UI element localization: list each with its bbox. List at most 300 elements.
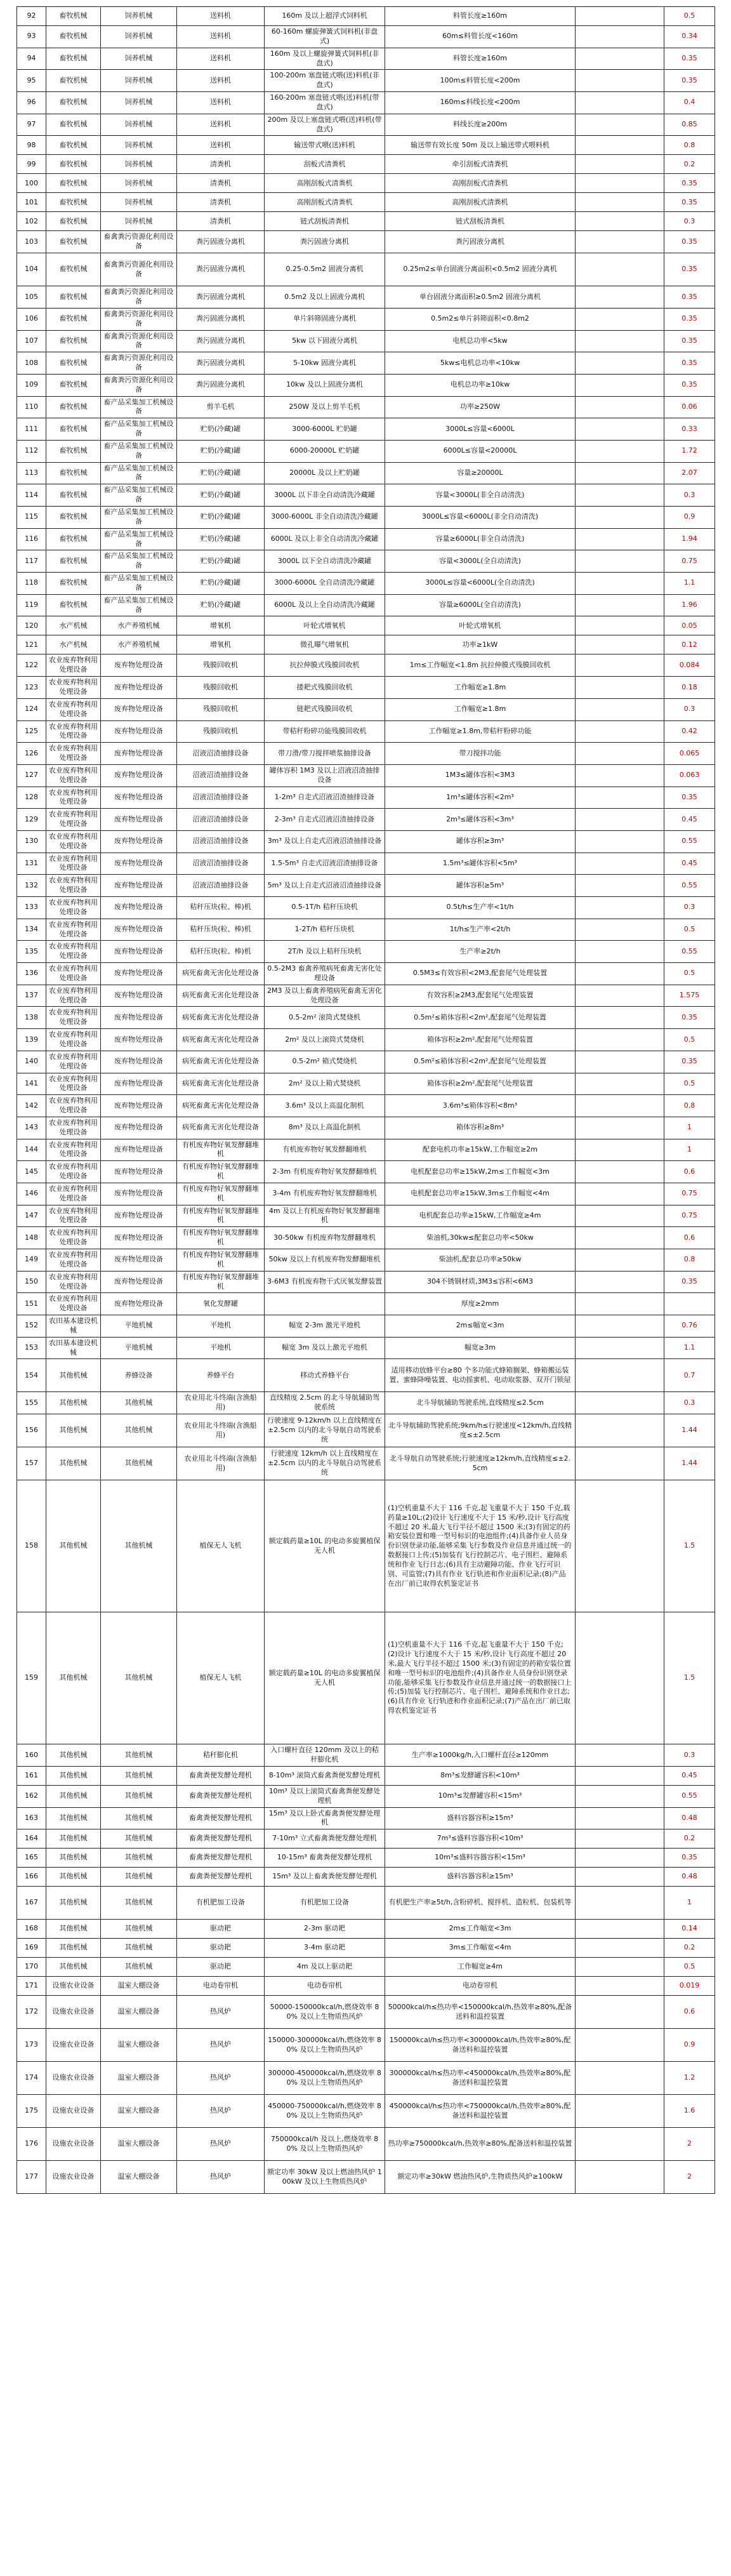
cell-minor-category: 平地机械 <box>101 1337 177 1359</box>
cell-grade: 额定载药量≥10L 的电动多旋翼植保无人机 <box>265 1612 385 1744</box>
cell-major-category: 农业废弃物利用处理设备 <box>46 764 101 787</box>
cell-subsidy: 1.1 <box>664 1337 715 1359</box>
cell-grade: 10kw 及以上固液分离机 <box>265 374 385 396</box>
cell-item: 有机废弃物好氧发酵翻堆机 <box>177 1183 265 1205</box>
cell-grade: 幅宽 2-3m 激光平地机 <box>265 1315 385 1338</box>
cell-minor-category: 温室大棚设备 <box>101 2029 177 2062</box>
cell-major-category: 农业废弃物利用处理设备 <box>46 743 101 765</box>
cell-note <box>576 635 664 654</box>
cell-parameters: 3000L≤容量<6000L(全自动清洗) <box>385 573 576 595</box>
cell-parameters: 电机配套总功率≥15kW,2m≤工作幅宽<3m <box>385 1161 576 1183</box>
cell-minor-category: 废弃物处理设备 <box>101 1271 177 1293</box>
cell-note <box>576 919 664 941</box>
cell-major-category: 其他机械 <box>46 1939 101 1958</box>
cell-major-category: 农业废弃物利用处理设备 <box>46 677 101 699</box>
cell-item: 粪污固液分离机 <box>177 231 265 253</box>
cell-note <box>576 1807 664 1829</box>
table-row <box>17 1161 715 1183</box>
cell-major-category: 农业废弃物利用处理设备 <box>46 897 101 919</box>
cell-minor-category: 废弃物处理设备 <box>101 1029 177 1051</box>
cell-minor-category: 废弃物处理设备 <box>101 941 177 963</box>
table-row <box>17 1139 715 1161</box>
table-row <box>17 1205 715 1227</box>
table-row <box>17 174 715 193</box>
cell-minor-category: 养蜂设备 <box>101 1359 177 1392</box>
cell-item: 粪污固液分离机 <box>177 352 265 375</box>
cell-note <box>576 1785 664 1807</box>
cell-item: 热风炉 <box>177 2161 265 2194</box>
cell-major-category: 农业废弃物利用处理设备 <box>46 1293 101 1315</box>
cell-subsidy: 0.35 <box>664 174 715 193</box>
cell-minor-category: 畜禽粪污资源化利用设备 <box>101 352 177 375</box>
cell-note <box>576 70 664 92</box>
cell-parameters: 盛料容器容积≥15m³ <box>385 1868 576 1887</box>
cell-seq: 106 <box>17 308 46 330</box>
cell-parameters: 额定功率≥30kW 燃油热风炉,生物质热风炉≥100kW <box>385 2161 576 2194</box>
cell-parameters: 100m≤料管长度<200m <box>385 70 576 92</box>
cell-note <box>576 1887 664 1920</box>
cell-item: 有机废弃物好氧发酵翻堆机 <box>177 1249 265 1271</box>
cell-seq: 110 <box>17 396 46 418</box>
cell-item: 畜禽粪便发酵处理机 <box>177 1785 265 1807</box>
cell-note <box>576 787 664 809</box>
table-row <box>17 1249 715 1271</box>
cell-note <box>576 330 664 352</box>
cell-item: 沼液沼渣抽排设备 <box>177 875 265 897</box>
cell-major-category: 畜牧机械 <box>46 92 101 114</box>
cell-grade: 2-3m 有机废弃物好氧发酵翻堆机 <box>265 1161 385 1183</box>
cell-minor-category: 畜产品采集加工机械设备 <box>101 550 177 573</box>
cell-grade: 输送带式喂(送)料机 <box>265 136 385 155</box>
table-row <box>17 963 715 985</box>
cell-parameters: 带刀搅拌功能 <box>385 743 576 765</box>
table-row <box>17 1293 715 1315</box>
cell-minor-category: 废弃物处理设备 <box>101 1249 177 1271</box>
cell-grade: 带秸秆粉碎功能残膜回收机 <box>265 720 385 743</box>
cell-grade: 3-4m 驱动耙 <box>265 1939 385 1958</box>
cell-subsidy: 0.35 <box>664 286 715 309</box>
cell-grade: 3-4m 有机废弃物好氧发酵翻堆机 <box>265 1183 385 1205</box>
cell-grade: 4m 及以上有机废弃物好氧发酵翻堆机 <box>265 1205 385 1227</box>
cell-item: 贮奶(冷藏)罐 <box>177 528 265 550</box>
cell-subsidy: 0.75 <box>664 550 715 573</box>
cell-seq: 170 <box>17 1958 46 1977</box>
cell-subsidy: 0.48 <box>664 1807 715 1829</box>
table-row <box>17 2062 715 2095</box>
table-row <box>17 507 715 529</box>
cell-subsidy: 0.5 <box>664 1073 715 1095</box>
cell-parameters: 8m³≤发酵罐容积<10m³ <box>385 1766 576 1785</box>
cell-major-category: 畜牧机械 <box>46 462 101 484</box>
cell-minor-category: 废弃物处理设备 <box>101 963 177 985</box>
table-row <box>17 635 715 654</box>
cell-seq: 154 <box>17 1359 46 1392</box>
cell-note <box>576 286 664 309</box>
cell-item: 有机废弃物好氧发酵翻堆机 <box>177 1271 265 1293</box>
cell-minor-category: 饲养机械 <box>101 174 177 193</box>
cell-minor-category: 温室大棚设备 <box>101 2095 177 2128</box>
cell-minor-category: 废弃物处理设备 <box>101 1073 177 1095</box>
cell-seq: 104 <box>17 253 46 286</box>
cell-grade: 0.5-2m² 滚筒式焚烧机 <box>265 1007 385 1029</box>
cell-parameters: 10m³≤盛料容器容积<15m³ <box>385 1849 576 1868</box>
cell-minor-category: 废弃物处理设备 <box>101 698 177 720</box>
cell-note <box>576 1051 664 1073</box>
cell-minor-category: 其他机械 <box>101 1480 177 1612</box>
table-row <box>17 1849 715 1868</box>
cell-note <box>576 136 664 155</box>
cell-parameters: 60m≤料管长度<160m <box>385 26 576 48</box>
cell-parameters: 50000kcal/h≤热功率<150000kcal/h,热效率≥80%,配备送料和温控装置 <box>385 1996 576 2029</box>
cell-item: 有机废弃物好氧发酵翻堆机 <box>177 1161 265 1183</box>
cell-parameters: 0.5t/h≤生产率<1t/h <box>385 897 576 919</box>
cell-minor-category: 废弃物处理设备 <box>101 654 177 677</box>
cell-parameters: 304不锈钢材质,3M3≤容积<6M3 <box>385 1271 576 1293</box>
cell-subsidy: 0.33 <box>664 418 715 441</box>
cell-grade: 0.5m2 及以上固液分离机 <box>265 286 385 309</box>
cell-subsidy: 0.35 <box>664 231 715 253</box>
cell-minor-category: 其他机械 <box>101 1744 177 1767</box>
cell-minor-category: 其他机械 <box>101 1785 177 1807</box>
cell-grade: 4m 及以上驱动耙 <box>265 1958 385 1977</box>
cell-seq: 149 <box>17 1249 46 1271</box>
cell-grade: 1-2m³ 自走式沼液沼渣抽排设备 <box>265 787 385 809</box>
cell-note <box>576 396 664 418</box>
cell-minor-category: 畜禽粪污资源化利用设备 <box>101 308 177 330</box>
cell-seq: 116 <box>17 528 46 550</box>
cell-grade: 链耙式残膜回收机 <box>265 698 385 720</box>
table-row <box>17 1958 715 1977</box>
cell-seq: 124 <box>17 698 46 720</box>
cell-parameters: 2m≤工作幅宽<3m <box>385 1920 576 1939</box>
cell-grade: 8m³ 及以上高温化制机 <box>265 1117 385 1139</box>
cell-subsidy: 0.35 <box>664 48 715 70</box>
cell-seq: 130 <box>17 830 46 853</box>
cell-subsidy <box>664 1293 715 1315</box>
table-row <box>17 26 715 48</box>
cell-item: 有机废弃物好氧发酵翻堆机 <box>177 1205 265 1227</box>
table-row <box>17 1359 715 1392</box>
table-row <box>17 286 715 309</box>
cell-parameters: 箱体容积≥8m³ <box>385 1117 576 1139</box>
cell-major-category: 农业废弃物利用处理设备 <box>46 963 101 985</box>
cell-minor-category: 饲养机械 <box>101 70 177 92</box>
cell-major-category: 畜牧机械 <box>46 70 101 92</box>
cell-minor-category: 平地机械 <box>101 1315 177 1338</box>
cell-major-category: 畜牧机械 <box>46 440 101 462</box>
cell-item: 贮奶(冷藏)罐 <box>177 550 265 573</box>
cell-note <box>576 550 664 573</box>
cell-major-category: 农业废弃物利用处理设备 <box>46 1007 101 1029</box>
table-row <box>17 1920 715 1939</box>
cell-seq: 94 <box>17 48 46 70</box>
cell-grade: 160m 及以上超浮式饲料机 <box>265 7 385 26</box>
cell-subsidy: 0.45 <box>664 853 715 875</box>
cell-minor-category: 温室大棚设备 <box>101 1996 177 2029</box>
cell-minor-category: 废弃物处理设备 <box>101 897 177 919</box>
cell-subsidy: 1.2 <box>664 2062 715 2095</box>
cell-minor-category: 废弃物处理设备 <box>101 1205 177 1227</box>
cell-minor-category: 废弃物处理设备 <box>101 787 177 809</box>
cell-grade: 0.5-2m² 箱式焚烧机 <box>265 1051 385 1073</box>
cell-major-category: 其他机械 <box>46 1958 101 1977</box>
cell-grade <box>265 1293 385 1315</box>
cell-minor-category: 废弃物处理设备 <box>101 809 177 831</box>
cell-minor-category: 废弃物处理设备 <box>101 919 177 941</box>
table-row <box>17 1392 715 1414</box>
cell-item: 送料机 <box>177 7 265 26</box>
cell-major-category: 其他机械 <box>46 1414 101 1447</box>
cell-item: 畜禽粪便发酵处理机 <box>177 1807 265 1829</box>
cell-minor-category: 畜禽粪污资源化利用设备 <box>101 374 177 396</box>
cell-grade: 2M3 及以上畜禽养殖病死畜禽无害化处理设备 <box>265 985 385 1007</box>
cell-note <box>576 440 664 462</box>
cell-seq: 158 <box>17 1480 46 1612</box>
cell-item: 养蜂平台 <box>177 1359 265 1392</box>
cell-parameters: 北斗导航辅助驾驶系统,直线精度≤2.5cm <box>385 1392 576 1414</box>
cell-subsidy: 0.019 <box>664 1977 715 1996</box>
table-row <box>17 594 715 616</box>
cell-grade: 单片斜筛固液分离机 <box>265 308 385 330</box>
cell-minor-category: 废弃物处理设备 <box>101 764 177 787</box>
cell-item: 农业用北斗终端(含渔船用) <box>177 1392 265 1414</box>
cell-major-category: 农田基本建设机械 <box>46 1315 101 1338</box>
cell-subsidy: 0.3 <box>664 1744 715 1767</box>
cell-major-category: 农业废弃物利用处理设备 <box>46 1205 101 1227</box>
cell-note <box>576 1095 664 1117</box>
cell-grade: 电动卷帘机 <box>265 1977 385 1996</box>
cell-parameters: 6000L≤容量<20000L <box>385 440 576 462</box>
cell-major-category: 畜牧机械 <box>46 418 101 441</box>
cell-subsidy: 1.5 <box>664 1612 715 1744</box>
cell-minor-category: 水产养殖机械 <box>101 635 177 654</box>
cell-parameters: 输送带有效长度 50m 及以上输送带式喂料机 <box>385 136 576 155</box>
cell-major-category: 农业废弃物利用处理设备 <box>46 1271 101 1293</box>
cell-item: 粪污固液分离机 <box>177 286 265 309</box>
cell-parameters: 料管长度≥160m <box>385 7 576 26</box>
cell-parameters: 3m≤工作幅宽<4m <box>385 1939 576 1958</box>
cell-subsidy: 0.35 <box>664 1051 715 1073</box>
cell-major-category: 水产机械 <box>46 635 101 654</box>
cell-grade: 高刚刮板式清粪机 <box>265 174 385 193</box>
cell-major-category: 农业废弃物利用处理设备 <box>46 1095 101 1117</box>
cell-seq: 167 <box>17 1887 46 1920</box>
cell-parameters: 工作幅宽≥1.8m <box>385 677 576 699</box>
cell-grade: 0.5-2M3 畜禽养殖病死畜禽无害化处理设备 <box>265 963 385 985</box>
cell-grade: 2m² 及以上箱式焚烧机 <box>265 1073 385 1095</box>
cell-note <box>576 941 664 963</box>
cell-seq: 114 <box>17 484 46 507</box>
cell-subsidy: 0.9 <box>664 2029 715 2062</box>
cell-item: 畜禽粪便发酵处理机 <box>177 1868 265 1887</box>
cell-seq: 125 <box>17 720 46 743</box>
cell-parameters: 热功率≥750000kcal/h,热效率≥80%,配备送料和温控装置 <box>385 2128 576 2161</box>
table-row <box>17 1051 715 1073</box>
cell-minor-category: 废弃物处理设备 <box>101 830 177 853</box>
table-row <box>17 698 715 720</box>
cell-minor-category: 畜产品采集加工机械设备 <box>101 507 177 529</box>
cell-item: 植保无人飞机 <box>177 1612 265 1744</box>
table-row <box>17 2095 715 2128</box>
cell-seq: 157 <box>17 1447 46 1480</box>
cell-note <box>576 374 664 396</box>
cell-note <box>576 193 664 212</box>
cell-seq: 129 <box>17 809 46 831</box>
cell-subsidy: 0.35 <box>664 308 715 330</box>
cell-item: 病死畜禽无害化处理设备 <box>177 963 265 985</box>
table-row <box>17 1007 715 1029</box>
cell-parameters: 生产率≥1000kg/h,入口螺杆直径≥120mm <box>385 1744 576 1767</box>
cell-seq: 128 <box>17 787 46 809</box>
cell-grade: 0.25-0.5m2 固液分离机 <box>265 253 385 286</box>
cell-seq: 133 <box>17 897 46 919</box>
table-row <box>17 462 715 484</box>
cell-parameters: 1m³≤罐体容积<2m³ <box>385 787 576 809</box>
cell-parameters: 单台固液分离面积≥0.5m2 固液分离机 <box>385 286 576 309</box>
cell-major-category: 其他机械 <box>46 1868 101 1887</box>
cell-seq: 155 <box>17 1392 46 1414</box>
cell-note <box>576 1205 664 1227</box>
cell-parameters: 1m≤工作幅宽<1.8m 抗拉伸膜式残膜回收机 <box>385 654 576 677</box>
cell-note <box>576 2029 664 2062</box>
cell-seq: 115 <box>17 507 46 529</box>
cell-note <box>576 1868 664 1887</box>
cell-major-category: 畜牧机械 <box>46 308 101 330</box>
cell-note <box>576 352 664 375</box>
cell-subsidy: 1 <box>664 1117 715 1139</box>
cell-major-category: 农业废弃物利用处理设备 <box>46 809 101 831</box>
cell-subsidy: 0.2 <box>664 1939 715 1958</box>
table-row <box>17 528 715 550</box>
table-row <box>17 654 715 677</box>
cell-seq: 123 <box>17 677 46 699</box>
cell-subsidy: 0.3 <box>664 212 715 231</box>
cell-subsidy: 0.35 <box>664 70 715 92</box>
cell-note <box>576 654 664 677</box>
cell-major-category: 畜牧机械 <box>46 286 101 309</box>
cell-item: 贮奶(冷藏)罐 <box>177 507 265 529</box>
cell-item: 植保无人飞机 <box>177 1480 265 1612</box>
cell-major-category: 其他机械 <box>46 1849 101 1868</box>
cell-subsidy: 0.065 <box>664 743 715 765</box>
cell-minor-category: 废弃物处理设备 <box>101 1227 177 1249</box>
cell-item: 增氧机 <box>177 635 265 654</box>
cell-subsidy: 0.063 <box>664 764 715 787</box>
cell-parameters: 牵引刮板式清粪机 <box>385 155 576 174</box>
cell-grade: 粪污固液分离机 <box>265 231 385 253</box>
cell-seq: 142 <box>17 1095 46 1117</box>
cell-minor-category: 其他机械 <box>101 1939 177 1958</box>
cell-note <box>576 1849 664 1868</box>
table-row <box>17 853 715 875</box>
cell-note <box>576 484 664 507</box>
cell-minor-category: 畜禽粪污资源化利用设备 <box>101 253 177 286</box>
cell-major-category: 农业废弃物利用处理设备 <box>46 853 101 875</box>
cell-major-category: 设施农业设备 <box>46 2062 101 2095</box>
cell-item: 平地机 <box>177 1315 265 1338</box>
table-row <box>17 7 715 26</box>
cell-note <box>576 1315 664 1338</box>
cell-note <box>576 212 664 231</box>
cell-minor-category: 废弃物处理设备 <box>101 875 177 897</box>
cell-minor-category: 废弃物处理设备 <box>101 1095 177 1117</box>
cell-subsidy: 2 <box>664 2161 715 2194</box>
cell-minor-category: 废弃物处理设备 <box>101 1139 177 1161</box>
cell-item: 病死畜禽无害化处理设备 <box>177 1117 265 1139</box>
cell-note <box>576 830 664 853</box>
cell-minor-category: 废弃物处理设备 <box>101 853 177 875</box>
cell-major-category: 其他机械 <box>46 1392 101 1414</box>
cell-parameters: 工作幅宽≥4m <box>385 1958 576 1977</box>
cell-item: 清粪机 <box>177 212 265 231</box>
cell-grade: 6000L 及以上非全自动清洗冷藏罐 <box>265 528 385 550</box>
cell-major-category: 其他机械 <box>46 1447 101 1480</box>
cell-subsidy: 0.34 <box>664 26 715 48</box>
cell-major-category: 农业废弃物利用处理设备 <box>46 654 101 677</box>
cell-note <box>576 1117 664 1139</box>
cell-parameters: 柴油机,配套总功率≥50kw <box>385 1249 576 1271</box>
table-row <box>17 1095 715 1117</box>
cell-grade: 0.5-1T/h 秸秆压块机 <box>265 897 385 919</box>
cell-minor-category: 饲养机械 <box>101 136 177 155</box>
table-row <box>17 550 715 573</box>
cell-seq: 152 <box>17 1315 46 1338</box>
cell-item: 秸秆压块(粒、棒)机 <box>177 941 265 963</box>
cell-subsidy: 0.2 <box>664 155 715 174</box>
cell-subsidy: 1.44 <box>664 1447 715 1480</box>
cell-minor-category: 废弃物处理设备 <box>101 1183 177 1205</box>
cell-parameters: 北斗导航辅助驾驶系统;9km/h≤行驶速度<12km/h,直线精度≤±2.5cm <box>385 1414 576 1447</box>
cell-note <box>576 1359 664 1392</box>
table-row <box>17 1315 715 1338</box>
cell-seq: 136 <box>17 963 46 985</box>
cell-item: 沼液沼渣抽排设备 <box>177 809 265 831</box>
cell-minor-category: 畜产品采集加工机械设备 <box>101 484 177 507</box>
cell-item: 有机肥加工设备 <box>177 1887 265 1920</box>
cell-item: 热风炉 <box>177 1996 265 2029</box>
table-row <box>17 919 715 941</box>
cell-seq: 164 <box>17 1829 46 1849</box>
cell-grade: 叶轮式增氧机 <box>265 616 385 635</box>
cell-major-category: 农业废弃物利用处理设备 <box>46 985 101 1007</box>
cell-grade: 行驶速度 9-12km/h 以上直线精度在±2.5cm 以内的北斗导航自动驾驶系统 <box>265 1414 385 1447</box>
cell-major-category: 设施农业设备 <box>46 2095 101 2128</box>
cell-subsidy: 0.55 <box>664 830 715 853</box>
cell-item: 有机废弃物好氧发酵翻堆机 <box>177 1227 265 1249</box>
cell-subsidy: 0.6 <box>664 1996 715 2029</box>
cell-major-category: 农业废弃物利用处理设备 <box>46 1161 101 1183</box>
cell-note <box>576 764 664 787</box>
cell-parameters: 有机肥生产率≥5t/h,含粉碎机、搅拌机、造粒机、包装机等 <box>385 1887 576 1920</box>
cell-seq: 109 <box>17 374 46 396</box>
cell-subsidy: 0.35 <box>664 1271 715 1293</box>
cell-subsidy: 1.96 <box>664 594 715 616</box>
cell-parameters: 适用移动放蜂平台≥80 个多功能式蜂箱搁架、蜂箱搬运装置、蜜蜂降噪装置、电动摇蜜机、电动取浆器、双开门锁屋 <box>385 1359 576 1392</box>
cell-major-category: 其他机械 <box>46 1785 101 1807</box>
cell-major-category: 农业废弃物利用处理设备 <box>46 875 101 897</box>
cell-parameters: 柴油机,30kw≤配套总功率<50kw <box>385 1227 576 1249</box>
cell-grade: 750000kcal/h 及以上,燃烧效率 80% 及以上生物质热风炉 <box>265 2128 385 2161</box>
table-row <box>17 941 715 963</box>
cell-note <box>576 174 664 193</box>
cell-seq: 161 <box>17 1766 46 1785</box>
cell-minor-category: 其他机械 <box>101 1829 177 1849</box>
cell-parameters: 高刚刮板式清粪机 <box>385 193 576 212</box>
table-row <box>17 1977 715 1996</box>
cell-major-category: 畜牧机械 <box>46 48 101 70</box>
cell-seq: 93 <box>17 26 46 48</box>
cell-major-category: 农业废弃物利用处理设备 <box>46 1029 101 1051</box>
